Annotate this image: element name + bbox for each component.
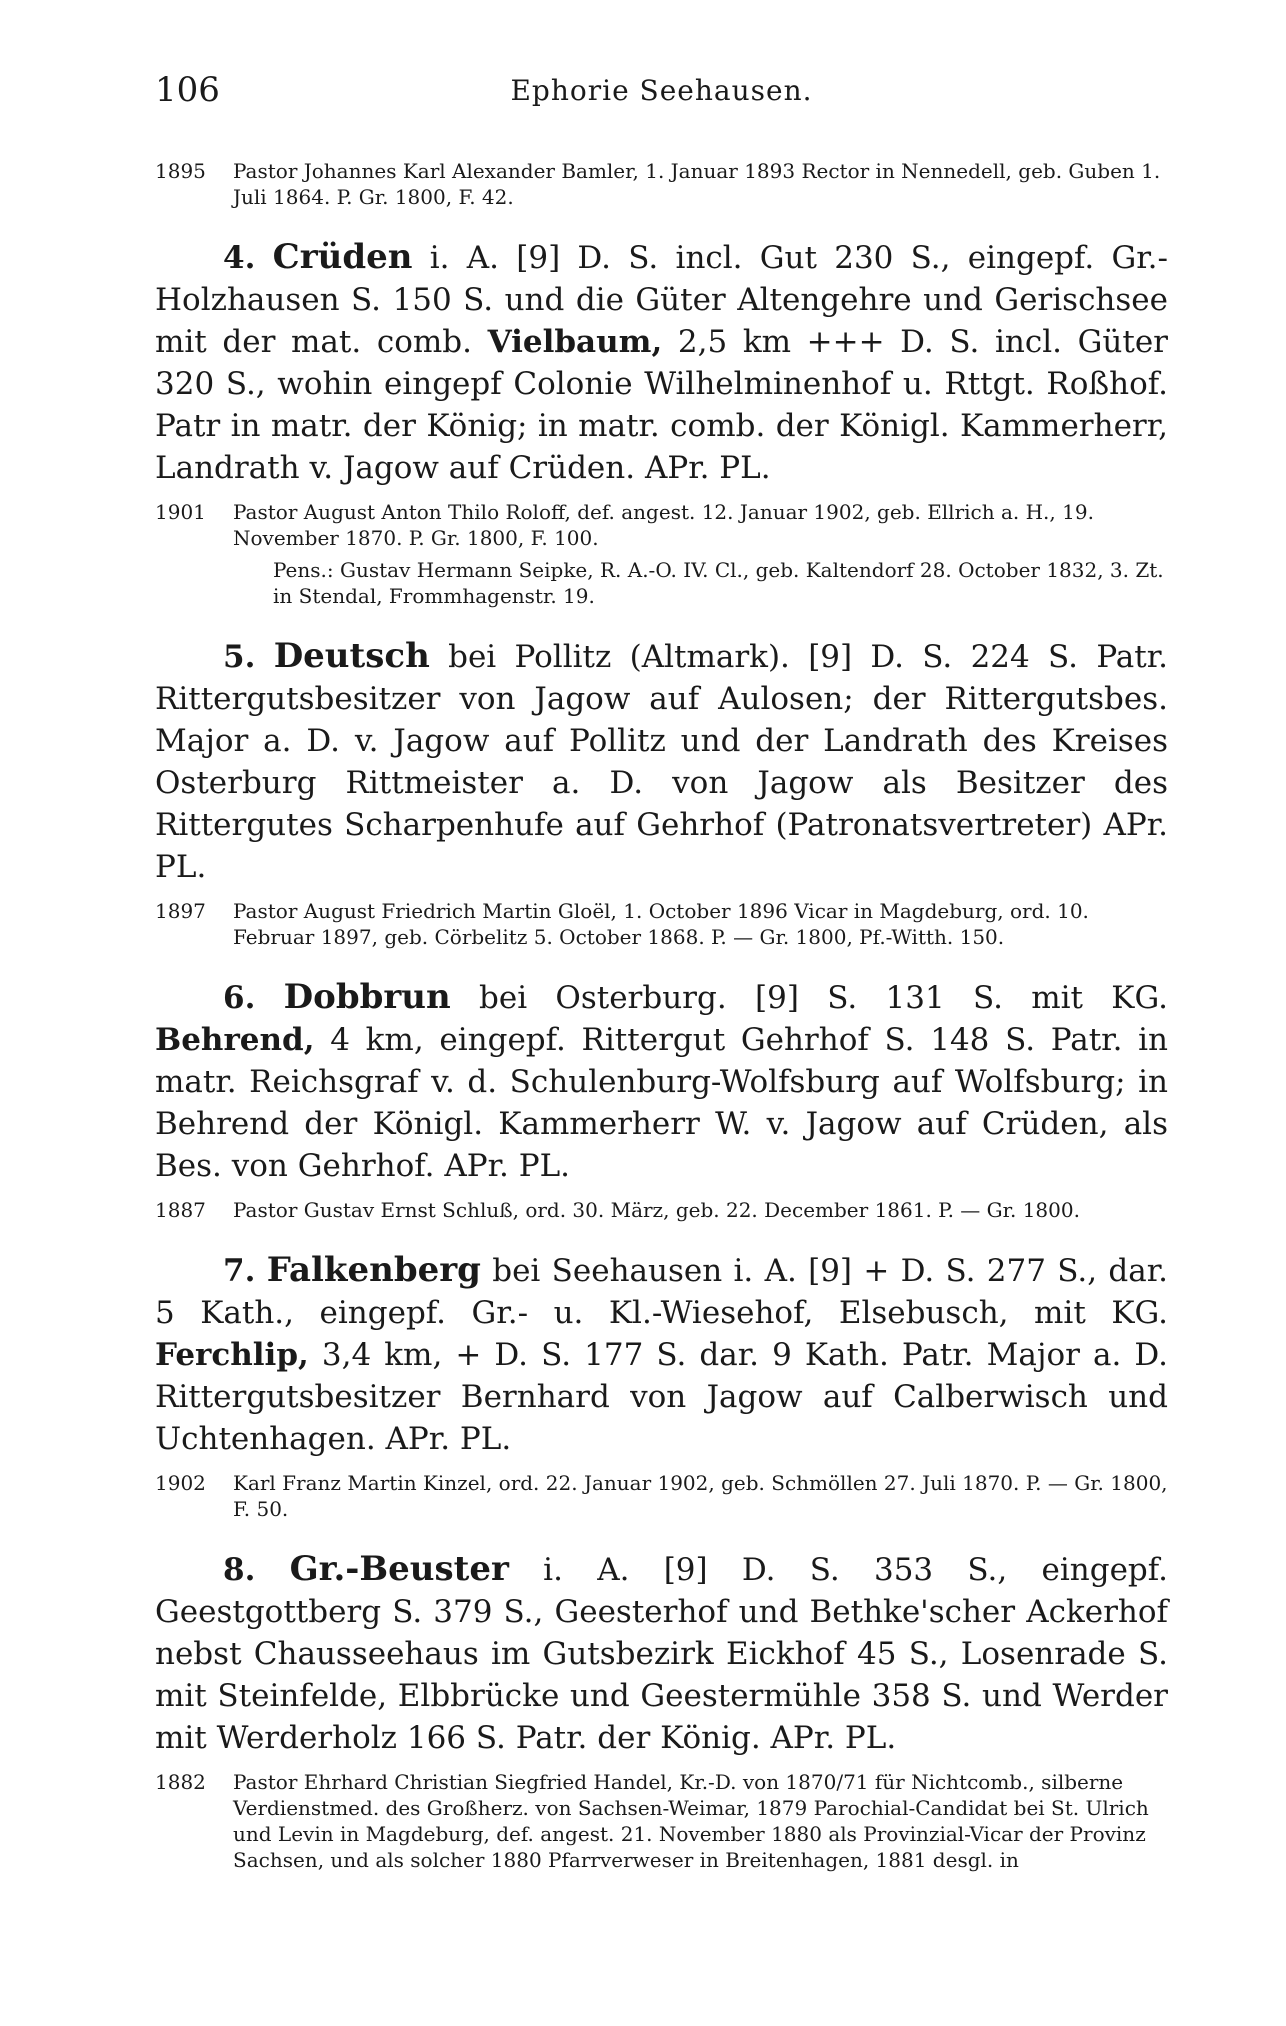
note-year: 1882 bbox=[155, 1770, 206, 1794]
entry-crueden bbox=[155, 236, 1168, 489]
entry-text-cont: 3,4 km, + D. S. 177 S. dar. 9 Kath. Patr. Major a. D. Rittergutsbesitzer Bernhard von Jagow auf Calberwisch und Uchtenhagen. APr. PL. bbox=[155, 1337, 1168, 1457]
note-year: 1895 bbox=[155, 159, 206, 183]
entry-notes bbox=[155, 1769, 1168, 1873]
note-year: 1901 bbox=[155, 500, 206, 524]
page-number: 106 bbox=[155, 70, 220, 110]
entry-name: Dobbrun bbox=[283, 977, 451, 1017]
note-year: 1887 bbox=[155, 1198, 206, 1222]
entry-notes bbox=[155, 898, 1168, 950]
note-pension: Pens.: Gustav Hermann Seipke, R. A.-O. IV. Cl., geb. Kaltendorf 28. October 1832, 3. Zt. in Stendal, Frommhagenstr. 19. bbox=[273, 558, 1164, 608]
entry-name: Deutsch bbox=[273, 636, 430, 676]
entry-subplace: Ferchlip, bbox=[155, 1337, 309, 1373]
entry-number: 7. bbox=[223, 1253, 256, 1289]
note-item bbox=[155, 1197, 1168, 1223]
note-year: 1902 bbox=[155, 1471, 206, 1495]
note-text: Pastor Johannes Karl Alexander Bamler, 1. Januar 1893 Rector in Nennedell, geb. Guben 1. Juli 1864. P. Gr. 1800, F. 42. bbox=[233, 159, 1161, 209]
note-item bbox=[155, 1769, 1168, 1873]
entry-text: i. A. [9] D. S. 353 S., eingepf. Geestgottberg S. 379 S., Geesterhof und Bethke'scher Ackerhof nebst Chausseehaus im Gutsbezirk Eickhof 45 S., Losenrade S. mit Steinfelde, Elbbrücke und Geestermühle 358 S. und Werder mit Werderholz 166 S. Patr. der König. APr. PL. bbox=[155, 1552, 1168, 1756]
entry-text: bei Seehausen i. A. [9] + D. S. 277 S., dar. 5 Kath., eingepf. Gr.- u. Kl.-Wiesehof, Elsebusch, mit KG. bbox=[155, 1253, 1169, 1331]
note-text: Pastor August Anton Thilo Roloff, def. angest. 12. Januar 1902, geb. Ellrich a. H., 19. November 1870. P. Gr. 1800, F. 100. bbox=[233, 500, 1094, 550]
entry-gr-beuster bbox=[155, 1548, 1168, 1759]
entry-subplace: Behrend, bbox=[155, 1022, 315, 1058]
entry-notes bbox=[155, 1470, 1168, 1522]
entry-number: 6. bbox=[223, 980, 256, 1016]
entry-text-cont: 4 km, eingepf. Rittergut Gehrhof S. 148 S. Patr. in matr. Reichsgraf v. d. Schulenburg-Wolfsburg auf Wolfsburg; in Behrend der Königl. Kammerherr W. v. Jagow auf Crüden, als Bes. von Gehrhof. APr. PL. bbox=[155, 1022, 1169, 1184]
entry-name: Falkenberg bbox=[266, 1250, 481, 1290]
entry-notes bbox=[155, 1197, 1168, 1223]
entry-notes bbox=[155, 499, 1168, 609]
note-text: Pastor Gustav Ernst Schluß, ord. 30. März, geb. 22. December 1861. P. — Gr. 1800. bbox=[233, 1198, 1080, 1222]
entry-text-cont: 2,5 km +++ D. S. incl. Güter 320 S., wohin eingepf Colonie Wilhelminenhof u. Rttgt. Roßhof. Patr in matr. der König; in matr. comb. der Königl. Kammerherr, Landrath v. Jagow auf Crüden. APr. PL. bbox=[155, 324, 1168, 486]
note-item bbox=[155, 499, 1168, 551]
running-head: Ephorie Seehausen. bbox=[510, 74, 813, 107]
entry-text: i. A. [9] D. S. incl. Gut 230 S., eingepf. Gr.-Holzhausen S. 150 S. und die Güter Altengehre und Gerischsee mit der mat. comb. bbox=[155, 240, 1169, 360]
entry-text: bei Pollitz (Altmark). [9] D. S. 224 S. Patr. Rittergutsbesitzer von Jagow auf Aulosen; der Rittergutsbes. Major a. D. v. Jagow auf Pollitz und der Landrath des Kreises Osterburg Rittmeister a. D. von Jagow als Besitzer des Rittergutes Scharpenhufe auf Gehrhof (Patronatsvertreter) APr. PL. bbox=[155, 639, 1169, 885]
entry-name: Gr.-Beuster bbox=[289, 1549, 509, 1589]
note-text: Karl Franz Martin Kinzel, ord. 22. Januar 1902, geb. Schmöllen 27. Juli 1870. P. — Gr. 1800, F. 50. bbox=[233, 1471, 1168, 1521]
page-header bbox=[155, 70, 1168, 122]
entry-number: 8. bbox=[223, 1552, 256, 1588]
entry-deutsch bbox=[155, 635, 1168, 888]
entry-subplace: Vielbaum, bbox=[487, 324, 663, 360]
top-note bbox=[155, 158, 1168, 210]
entry-falkenberg bbox=[155, 1249, 1168, 1460]
note-text: Pastor August Friedrich Martin Gloël, 1. October 1896 Vicar in Magdeburg, ord. 10. Februar 1897, geb. Cörbelitz 5. October 1868. P. — Gr. 1800, Pf.-Witth. 150. bbox=[233, 899, 1089, 949]
entry-number: 5. bbox=[223, 639, 256, 675]
note-item bbox=[155, 1470, 1168, 1522]
entry-name: Crüden bbox=[272, 237, 413, 277]
entry-dobbrun bbox=[155, 976, 1168, 1187]
note-item bbox=[155, 898, 1168, 950]
entry-number: 4. bbox=[223, 240, 256, 276]
note-year: 1897 bbox=[155, 899, 206, 923]
note-text: Pastor Ehrhard Christian Siegfried Handel, Kr.-D. von 1870/71 für Nichtcomb., silberne Verdienstmed. des Großherz. von Sachsen-Weimar, 1879 Parochial-Candidat bei St. Ulrich und Levin in Magdeburg, def. angest. 21. November 1880 als Provinzial-Vicar der Provinz Sachsen, und als solcher 1880 Pfarrverweser in Breitenhagen, 1881 desgl. in bbox=[233, 1770, 1149, 1872]
entry-text: bei Osterburg. [9] S. 131 S. mit KG. bbox=[479, 980, 1168, 1016]
